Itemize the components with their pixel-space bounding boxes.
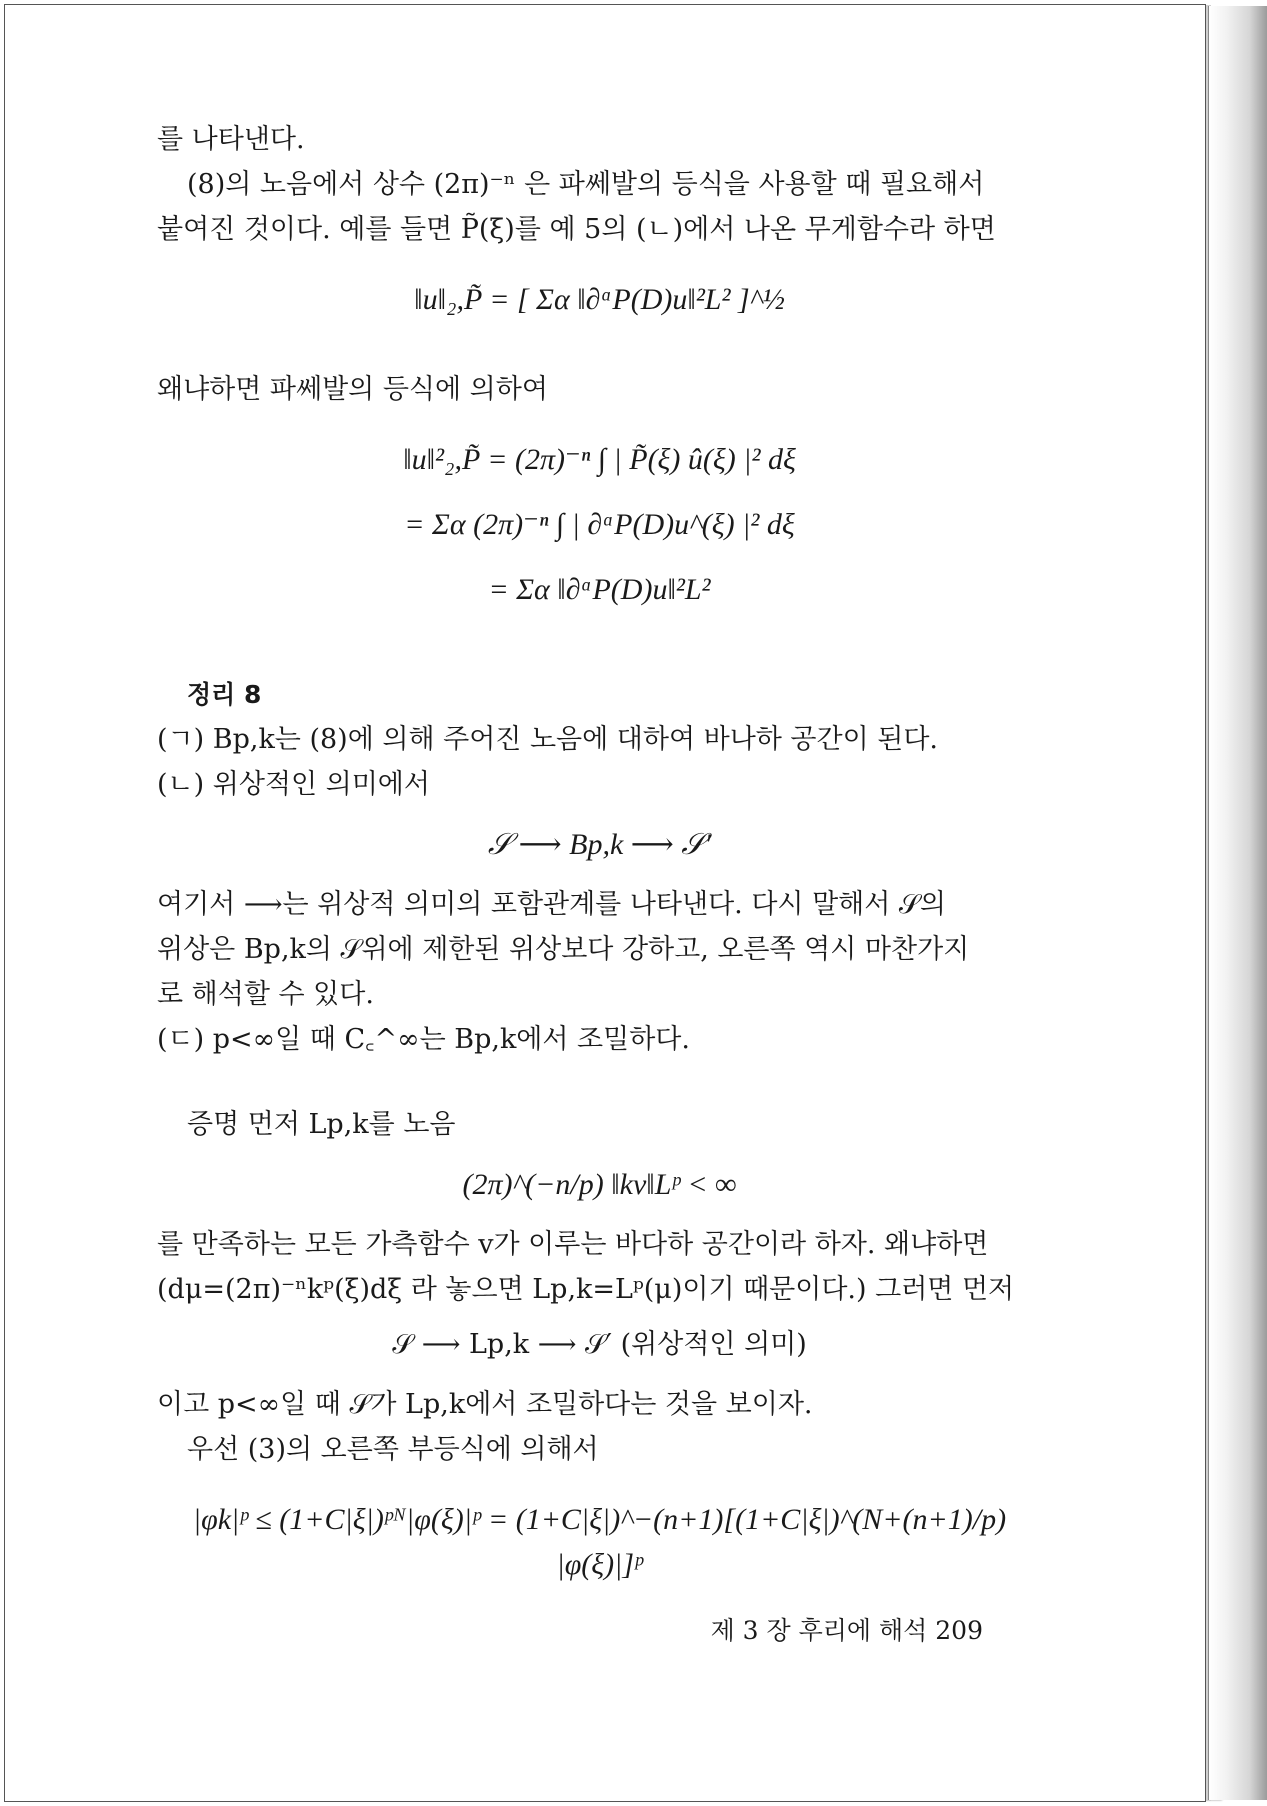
text-line: 붙여진 것이다. 예를 들면 P̃(ξ)를 예 5의 (ㄴ)에서 나온 무게함수라 하면: [157, 214, 996, 245]
text-line: (ㄴ) 위상적인 의미에서: [157, 769, 430, 800]
book-page: [4, 4, 1206, 1802]
equation: |φ(ξ)|]ᵖ: [556, 1548, 643, 1581]
equation: 𝒮 ⟶ Lp,k ⟶ 𝒮′ (위상적인 의미): [392, 1329, 807, 1360]
text-line: 이고 p<∞일 때 𝒮가 Lp,k에서 조밀하다는 것을 보이자.: [157, 1389, 813, 1420]
equation: ‖u‖₂,P̃ = [ Σα ‖∂ᵅP(D)u‖²L² ]^½: [414, 283, 785, 316]
page-footer: 제 3 장 후리에 해석 209: [710, 1616, 983, 1645]
text-line: (ㄱ) Bp,k는 (8)에 의해 주어진 노음에 대하여 바나하 공간이 된다.: [157, 724, 939, 755]
equation: 𝒮 ⟶ Bp,k ⟶ 𝒮′: [487, 828, 712, 861]
equation: |φk|ᵖ ≤ (1+C|ξ|)ᵖᴺ|φ(ξ)|ᵖ = (1+C|ξ|)^−(n+1)[(1+C|ξ|)^(N+(n+1)/p): [192, 1503, 1007, 1536]
equation: = Σα ‖∂ᵅP(D)u‖²L²: [488, 573, 711, 606]
text-line: 여기서 ⟶는 위상적 의미의 포함관계를 나타낸다. 다시 말해서 𝒮의: [157, 889, 946, 920]
text-line: (8)의 노음에서 상수 (2π)⁻ⁿ 은 파쎄발의 등식을 사용할 때 필요해서: [187, 169, 985, 200]
equation: = Σα (2π)⁻ⁿ ∫ | ∂ᵅP(D)u^(ξ) |² dξ: [404, 508, 795, 541]
text-line: 우선 (3)의 오른쪽 부등식에 의해서: [187, 1434, 599, 1465]
text-line: (ㄷ) p<∞일 때 C꜀^∞는 Bp,k에서 조밀하다.: [157, 1024, 690, 1055]
equation: (2π)^(−n/p) ‖kv‖Lᵖ < ∞: [462, 1168, 737, 1201]
theorem-heading: 정리 8: [187, 680, 262, 709]
equation: ‖u‖²₂,P̃ = (2π)⁻ⁿ ∫ | P̃(ξ) û(ξ) |² dξ: [403, 443, 796, 476]
text-line: (dμ=(2π)⁻ⁿkᵖ(ξ)dξ 라 놓으면 Lp,k=Lᵖ(μ)이기 때문이다.) 그러면 먼저: [157, 1274, 1015, 1305]
page-edge: [1208, 6, 1267, 1800]
proof-heading: 증명 먼저 Lp,k를 노음: [187, 1109, 456, 1140]
text-line: 왜냐하면 파쎄발의 등식에 의하여: [157, 374, 548, 405]
text-line: 위상은 Bp,k의 𝒮위에 제한된 위상보다 강하고, 오른쪽 역시 마찬가지: [157, 934, 970, 965]
text-line: 로 해석할 수 있다.: [157, 979, 374, 1010]
text-line: 를 만족하는 모든 가측함수 v가 이루는 바다하 공간이라 하자. 왜냐하면: [157, 1229, 989, 1260]
text-line: 를 나타낸다.: [157, 124, 305, 155]
